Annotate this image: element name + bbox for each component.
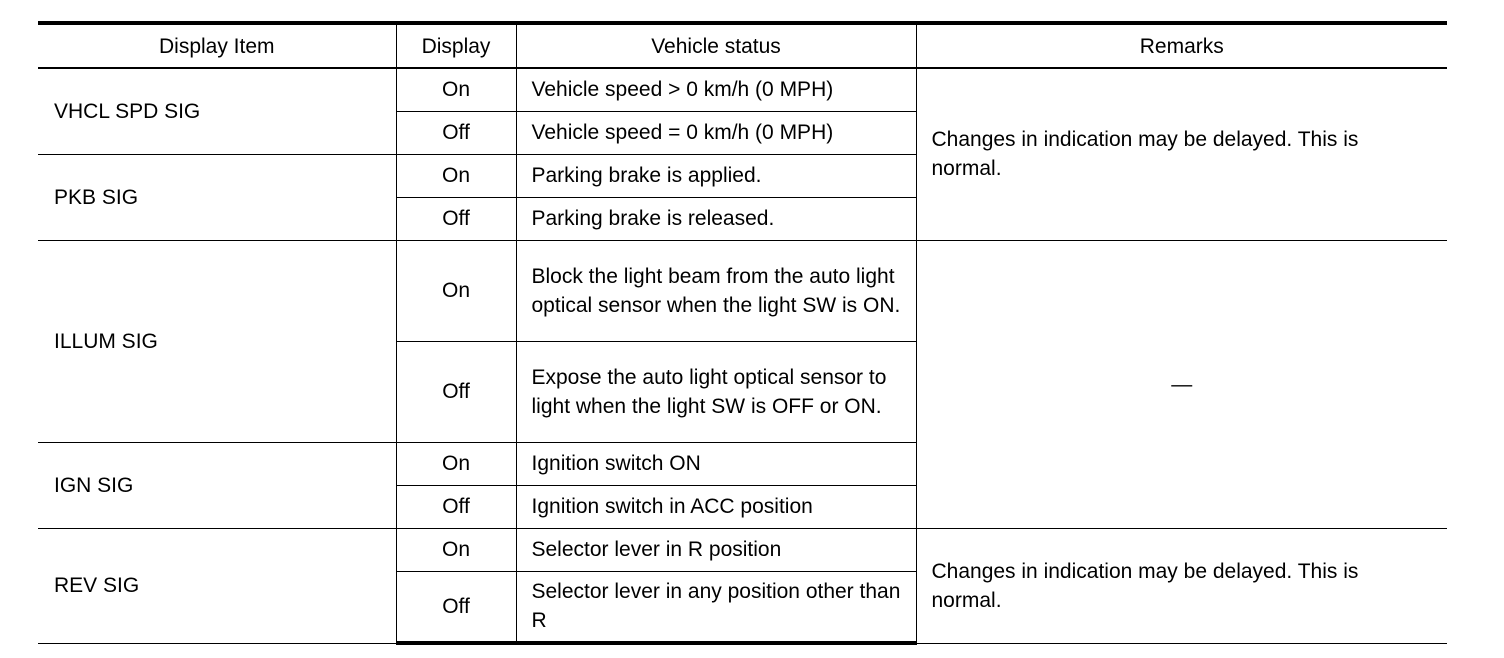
item-illum-sig: ILLUM SIG (38, 240, 396, 442)
vehicle-status-cell: Parking brake is released. (516, 197, 916, 240)
display-value-on: On (396, 442, 516, 485)
header-vehicle-status: Vehicle status (516, 23, 916, 68)
header-display: Display (396, 23, 516, 68)
table-row (38, 240, 1447, 341)
vehicle-status-cell: Parking brake is applied. (516, 154, 916, 197)
vehicle-status-cell: Selector lever in any position other than R (516, 571, 916, 643)
remarks-delayed: Changes in indication may be delayed. This is normal. (916, 528, 1447, 643)
display-item-table (38, 21, 1447, 645)
vehicle-status-cell: Vehicle speed > 0 km/h (0 MPH) (516, 68, 916, 111)
display-value-on: On (396, 528, 516, 571)
item-rev-sig: REV SIG (38, 528, 396, 643)
item-pkb-sig: PKB SIG (38, 154, 396, 240)
display-value-off: Off (396, 111, 516, 154)
vehicle-status-cell: Block the light beam from the auto light optical sensor when the light SW is ON. (516, 240, 916, 341)
display-value-off: Off (396, 197, 516, 240)
vehicle-status-cell: Selector lever in R position (516, 528, 916, 571)
display-value-on: On (396, 240, 516, 341)
vehicle-status-cell: Ignition switch in ACC position (516, 485, 916, 528)
table-header-row (38, 23, 1447, 68)
cable-table-container (38, 21, 1447, 645)
item-vhcl-spd-sig: VHCL SPD SIG (38, 68, 396, 154)
remarks-none: — (916, 240, 1447, 528)
header-display-item: Display Item (38, 23, 396, 68)
vehicle-status-cell: Vehicle speed = 0 km/h (0 MPH) (516, 111, 916, 154)
display-value-on: On (396, 68, 516, 111)
display-value-off: Off (396, 485, 516, 528)
remarks-delayed: Changes in indication may be delayed. This is normal. (916, 68, 1447, 240)
item-ign-sig: IGN SIG (38, 442, 396, 528)
table-row (38, 68, 1447, 111)
table-row (38, 528, 1447, 571)
display-value-off: Off (396, 341, 516, 442)
display-value-off: Off (396, 571, 516, 643)
header-remarks: Remarks (916, 23, 1447, 68)
display-value-on: On (396, 154, 516, 197)
vehicle-status-cell: Expose the auto light optical sensor to light when the light SW is OFF or ON. (516, 341, 916, 442)
vehicle-status-cell: Ignition switch ON (516, 442, 916, 485)
